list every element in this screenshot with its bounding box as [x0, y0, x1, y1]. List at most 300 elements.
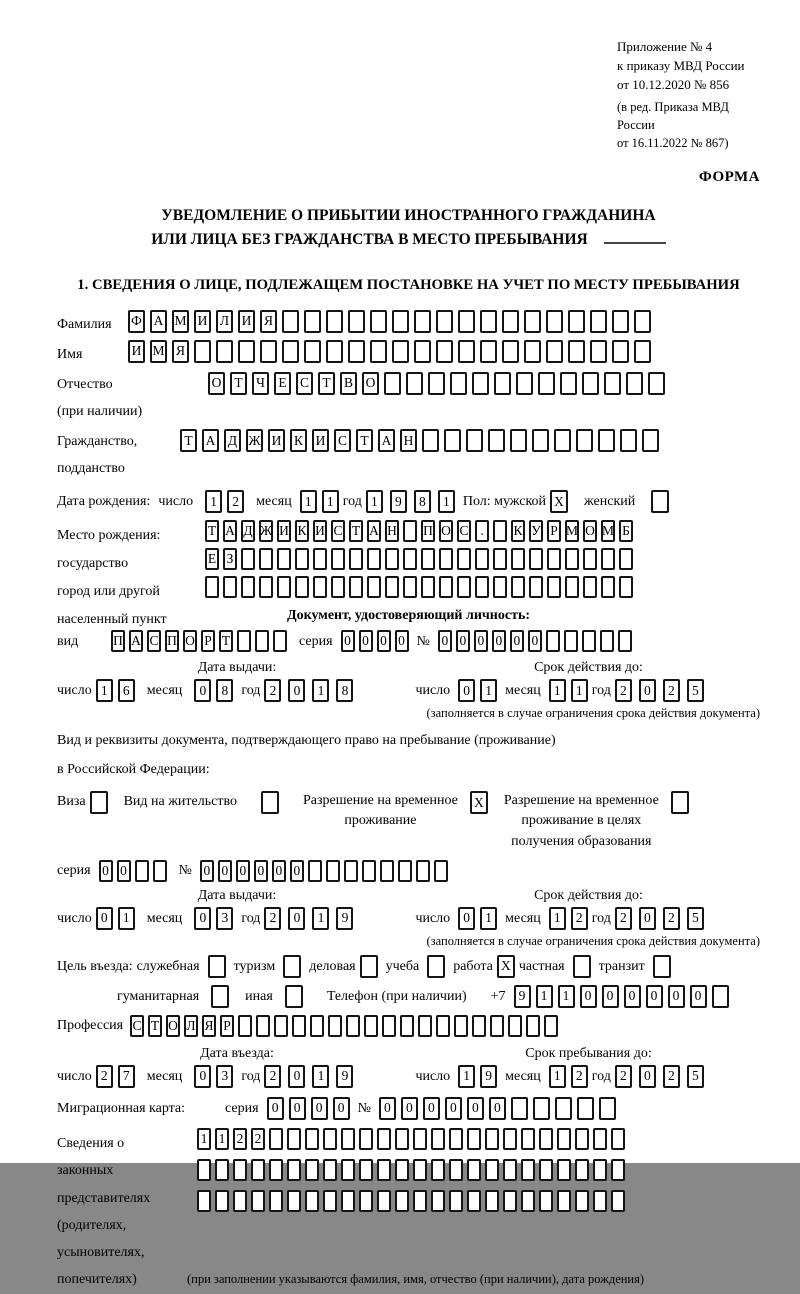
- char-cell[interactable]: [346, 1015, 360, 1037]
- char-cell[interactable]: А: [223, 520, 237, 542]
- char-cell[interactable]: 0: [639, 1065, 656, 1088]
- char-cell[interactable]: [282, 310, 299, 333]
- purpose-delovaya-checkbox[interactable]: [360, 955, 378, 978]
- char-cell[interactable]: 1: [536, 985, 553, 1008]
- char-cell[interactable]: 2: [663, 1065, 680, 1088]
- char-cell[interactable]: [583, 548, 597, 570]
- char-cell[interactable]: [575, 1159, 589, 1181]
- char-cell[interactable]: [555, 1097, 572, 1120]
- char-cell[interactable]: [634, 340, 651, 363]
- char-cell[interactable]: [304, 340, 321, 363]
- char-cell[interactable]: 0: [288, 679, 305, 702]
- char-cell[interactable]: 2: [663, 679, 680, 702]
- char-cell[interactable]: 0: [474, 630, 488, 652]
- char-cell[interactable]: [485, 1190, 499, 1212]
- char-cell[interactable]: [223, 576, 237, 598]
- char-cell[interactable]: [521, 1159, 535, 1181]
- char-cell[interactable]: [238, 340, 255, 363]
- char-cell[interactable]: Б: [619, 520, 633, 542]
- char-cell[interactable]: [544, 1015, 558, 1037]
- char-cell[interactable]: [421, 576, 435, 598]
- char-cell[interactable]: [450, 372, 467, 395]
- char-cell[interactable]: 0: [639, 679, 656, 702]
- char-cell[interactable]: 0: [489, 1097, 506, 1120]
- char-cell[interactable]: 8: [414, 490, 431, 513]
- char-cell[interactable]: 0: [458, 679, 475, 702]
- char-cell[interactable]: Н: [400, 429, 417, 452]
- char-cell[interactable]: [331, 576, 345, 598]
- char-cell[interactable]: [485, 1159, 499, 1181]
- char-cell[interactable]: И: [268, 429, 285, 452]
- char-cell[interactable]: [458, 340, 475, 363]
- char-cell[interactable]: А: [202, 429, 219, 452]
- char-cell[interactable]: [436, 310, 453, 333]
- purpose-sluzhebnaya-checkbox[interactable]: [208, 955, 226, 978]
- char-cell[interactable]: 1: [197, 1128, 211, 1150]
- char-cell[interactable]: 5: [687, 679, 704, 702]
- char-cell[interactable]: [251, 1190, 265, 1212]
- char-cell[interactable]: [413, 1128, 427, 1150]
- char-cell[interactable]: 0: [289, 1097, 306, 1120]
- char-cell[interactable]: [467, 1159, 481, 1181]
- char-cell[interactable]: [619, 576, 633, 598]
- char-cell[interactable]: [493, 520, 507, 542]
- char-cell[interactable]: [599, 1097, 616, 1120]
- char-cell[interactable]: [612, 340, 629, 363]
- char-cell[interactable]: С: [334, 429, 351, 452]
- char-cell[interactable]: 0: [254, 860, 268, 882]
- char-cell[interactable]: И: [313, 520, 327, 542]
- char-cell[interactable]: [539, 1190, 553, 1212]
- char-cell[interactable]: [538, 372, 555, 395]
- char-cell[interactable]: [385, 548, 399, 570]
- purpose-chastnaya-checkbox[interactable]: [573, 955, 591, 978]
- char-cell[interactable]: [277, 576, 291, 598]
- char-cell[interactable]: 0: [290, 860, 304, 882]
- char-cell[interactable]: .: [475, 520, 489, 542]
- char-cell[interactable]: [593, 1128, 607, 1150]
- char-cell[interactable]: [305, 1128, 319, 1150]
- char-cell[interactable]: [634, 310, 651, 333]
- char-cell[interactable]: [348, 340, 365, 363]
- char-cell[interactable]: У: [529, 520, 543, 542]
- char-cell[interactable]: [511, 548, 525, 570]
- char-cell[interactable]: Л: [216, 310, 233, 333]
- char-cell[interactable]: [384, 372, 401, 395]
- char-cell[interactable]: [237, 630, 251, 652]
- char-cell[interactable]: [313, 548, 327, 570]
- char-cell[interactable]: [493, 548, 507, 570]
- char-cell[interactable]: [466, 429, 483, 452]
- char-cell[interactable]: [434, 860, 448, 882]
- char-cell[interactable]: [449, 1159, 463, 1181]
- char-cell[interactable]: [511, 576, 525, 598]
- char-cell[interactable]: 7: [118, 1065, 135, 1088]
- temp-residence-checkbox[interactable]: X: [470, 791, 488, 814]
- char-cell[interactable]: С: [331, 520, 345, 542]
- char-cell[interactable]: [529, 548, 543, 570]
- char-cell[interactable]: Ж: [259, 520, 273, 542]
- char-cell[interactable]: 1: [300, 490, 317, 513]
- char-cell[interactable]: [444, 429, 461, 452]
- char-cell[interactable]: [269, 1159, 283, 1181]
- char-cell[interactable]: С: [296, 372, 313, 395]
- char-cell[interactable]: 8: [216, 679, 233, 702]
- char-cell[interactable]: К: [295, 520, 309, 542]
- char-cell[interactable]: 0: [580, 985, 597, 1008]
- char-cell[interactable]: [557, 1190, 571, 1212]
- char-cell[interactable]: [521, 1190, 535, 1212]
- char-cell[interactable]: [251, 1159, 265, 1181]
- char-cell[interactable]: [382, 1015, 396, 1037]
- char-cell[interactable]: [395, 1159, 409, 1181]
- char-cell[interactable]: С: [130, 1015, 144, 1037]
- char-cell[interactable]: [510, 429, 527, 452]
- char-cell[interactable]: [619, 548, 633, 570]
- char-cell[interactable]: [568, 310, 585, 333]
- char-cell[interactable]: 2: [264, 1065, 281, 1088]
- char-cell[interactable]: [436, 1015, 450, 1037]
- char-cell[interactable]: [526, 1015, 540, 1037]
- char-cell[interactable]: [344, 860, 358, 882]
- char-cell[interactable]: Р: [201, 630, 215, 652]
- char-cell[interactable]: [449, 1190, 463, 1212]
- char-cell[interactable]: [568, 340, 585, 363]
- char-cell[interactable]: 0: [99, 860, 113, 882]
- char-cell[interactable]: Т: [356, 429, 373, 452]
- char-cell[interactable]: [418, 1015, 432, 1037]
- char-cell[interactable]: 0: [341, 630, 355, 652]
- char-cell[interactable]: 0: [401, 1097, 418, 1120]
- char-cell[interactable]: 9: [336, 907, 353, 930]
- char-cell[interactable]: 0: [288, 907, 305, 930]
- char-cell[interactable]: З: [223, 548, 237, 570]
- char-cell[interactable]: [308, 860, 322, 882]
- female-checkbox[interactable]: [651, 490, 669, 513]
- char-cell[interactable]: Р: [220, 1015, 234, 1037]
- char-cell[interactable]: [457, 548, 471, 570]
- char-cell[interactable]: К: [290, 429, 307, 452]
- char-cell[interactable]: [557, 1128, 571, 1150]
- char-cell[interactable]: [503, 1159, 517, 1181]
- char-cell[interactable]: Д: [241, 520, 255, 542]
- char-cell[interactable]: 9: [480, 1065, 497, 1088]
- char-cell[interactable]: [620, 429, 637, 452]
- char-cell[interactable]: 1: [312, 907, 329, 930]
- char-cell[interactable]: 0: [333, 1097, 350, 1120]
- char-cell[interactable]: [529, 576, 543, 598]
- char-cell[interactable]: 0: [267, 1097, 284, 1120]
- char-cell[interactable]: Д: [224, 429, 241, 452]
- char-cell[interactable]: [233, 1190, 247, 1212]
- char-cell[interactable]: 1: [458, 1065, 475, 1088]
- char-cell[interactable]: [626, 372, 643, 395]
- char-cell[interactable]: П: [165, 630, 179, 652]
- char-cell[interactable]: И: [128, 340, 145, 363]
- char-cell[interactable]: [604, 372, 621, 395]
- char-cell[interactable]: [565, 548, 579, 570]
- char-cell[interactable]: [256, 1015, 270, 1037]
- char-cell[interactable]: [582, 372, 599, 395]
- char-cell[interactable]: [431, 1159, 445, 1181]
- char-cell[interactable]: 0: [117, 860, 131, 882]
- visa-checkbox[interactable]: [90, 791, 108, 814]
- char-cell[interactable]: [575, 1128, 589, 1150]
- char-cell[interactable]: [457, 576, 471, 598]
- char-cell[interactable]: 0: [602, 985, 619, 1008]
- char-cell[interactable]: 1: [549, 1065, 566, 1088]
- char-cell[interactable]: Я: [172, 340, 189, 363]
- char-cell[interactable]: [348, 310, 365, 333]
- char-cell[interactable]: [259, 548, 273, 570]
- char-cell[interactable]: 0: [236, 860, 250, 882]
- char-cell[interactable]: [414, 340, 431, 363]
- char-cell[interactable]: 1: [571, 679, 588, 702]
- char-cell[interactable]: 0: [218, 860, 232, 882]
- char-cell[interactable]: 5: [687, 907, 704, 930]
- temp-residence-edu-checkbox[interactable]: [671, 791, 689, 814]
- char-cell[interactable]: 2: [264, 679, 281, 702]
- char-cell[interactable]: [269, 1128, 283, 1150]
- char-cell[interactable]: [472, 372, 489, 395]
- char-cell[interactable]: [582, 630, 596, 652]
- char-cell[interactable]: [577, 1097, 594, 1120]
- char-cell[interactable]: [304, 310, 321, 333]
- char-cell[interactable]: [414, 310, 431, 333]
- char-cell[interactable]: [380, 860, 394, 882]
- char-cell[interactable]: [590, 340, 607, 363]
- purpose-ucheba-checkbox[interactable]: [427, 955, 445, 978]
- char-cell[interactable]: [323, 1190, 337, 1212]
- char-cell[interactable]: 9: [336, 1065, 353, 1088]
- char-cell[interactable]: 0: [288, 1065, 305, 1088]
- char-cell[interactable]: С: [457, 520, 471, 542]
- char-cell[interactable]: [323, 1159, 337, 1181]
- char-cell[interactable]: [362, 860, 376, 882]
- char-cell[interactable]: [274, 1015, 288, 1037]
- char-cell[interactable]: [341, 1128, 355, 1150]
- char-cell[interactable]: [153, 860, 167, 882]
- char-cell[interactable]: 1: [322, 490, 339, 513]
- char-cell[interactable]: [349, 576, 363, 598]
- char-cell[interactable]: [547, 576, 561, 598]
- char-cell[interactable]: [583, 576, 597, 598]
- char-cell[interactable]: А: [150, 310, 167, 333]
- char-cell[interactable]: 0: [456, 630, 470, 652]
- char-cell[interactable]: 9: [514, 985, 531, 1008]
- char-cell[interactable]: [282, 340, 299, 363]
- char-cell[interactable]: [197, 1190, 211, 1212]
- char-cell[interactable]: 3: [216, 1065, 233, 1088]
- char-cell[interactable]: [546, 340, 563, 363]
- char-cell[interactable]: [480, 340, 497, 363]
- char-cell[interactable]: [364, 1015, 378, 1037]
- char-cell[interactable]: 2: [571, 1065, 588, 1088]
- char-cell[interactable]: 1: [549, 907, 566, 930]
- char-cell[interactable]: [367, 548, 381, 570]
- char-cell[interactable]: Я: [260, 310, 277, 333]
- char-cell[interactable]: [546, 310, 563, 333]
- char-cell[interactable]: 1: [366, 490, 383, 513]
- char-cell[interactable]: [611, 1159, 625, 1181]
- char-cell[interactable]: [598, 429, 615, 452]
- char-cell[interactable]: [524, 310, 541, 333]
- char-cell[interactable]: [564, 630, 578, 652]
- char-cell[interactable]: И: [238, 310, 255, 333]
- char-cell[interactable]: И: [194, 310, 211, 333]
- char-cell[interactable]: 0: [359, 630, 373, 652]
- char-cell[interactable]: 0: [194, 679, 211, 702]
- char-cell[interactable]: [313, 576, 327, 598]
- char-cell[interactable]: [398, 860, 412, 882]
- char-cell[interactable]: [359, 1159, 373, 1181]
- char-cell[interactable]: [575, 1190, 589, 1212]
- char-cell[interactable]: [323, 1128, 337, 1150]
- char-cell[interactable]: [377, 1190, 391, 1212]
- char-cell[interactable]: 0: [311, 1097, 328, 1120]
- char-cell[interactable]: 0: [377, 630, 391, 652]
- char-cell[interactable]: [454, 1015, 468, 1037]
- char-cell[interactable]: [395, 1128, 409, 1150]
- char-cell[interactable]: 2: [227, 490, 244, 513]
- char-cell[interactable]: П: [111, 630, 125, 652]
- char-cell[interactable]: [488, 429, 505, 452]
- char-cell[interactable]: 1: [312, 1065, 329, 1088]
- char-cell[interactable]: Т: [219, 630, 233, 652]
- char-cell[interactable]: 0: [492, 630, 506, 652]
- char-cell[interactable]: Е: [274, 372, 291, 395]
- char-cell[interactable]: Ф: [128, 310, 145, 333]
- char-cell[interactable]: Л: [184, 1015, 198, 1037]
- char-cell[interactable]: [439, 548, 453, 570]
- char-cell[interactable]: М: [601, 520, 615, 542]
- char-cell[interactable]: 2: [233, 1128, 247, 1150]
- char-cell[interactable]: [403, 520, 417, 542]
- char-cell[interactable]: И: [312, 429, 329, 452]
- char-cell[interactable]: [400, 1015, 414, 1037]
- char-cell[interactable]: [241, 576, 255, 598]
- char-cell[interactable]: 0: [194, 907, 211, 930]
- char-cell[interactable]: [590, 310, 607, 333]
- char-cell[interactable]: [612, 310, 629, 333]
- char-cell[interactable]: [600, 630, 614, 652]
- char-cell[interactable]: [215, 1159, 229, 1181]
- char-cell[interactable]: [310, 1015, 324, 1037]
- char-cell[interactable]: В: [340, 372, 357, 395]
- char-cell[interactable]: О: [208, 372, 225, 395]
- char-cell[interactable]: [277, 548, 291, 570]
- char-cell[interactable]: 1: [205, 490, 222, 513]
- char-cell[interactable]: 1: [558, 985, 575, 1008]
- char-cell[interactable]: 1: [312, 679, 329, 702]
- char-cell[interactable]: Т: [230, 372, 247, 395]
- char-cell[interactable]: 2: [251, 1128, 265, 1150]
- char-cell[interactable]: Н: [385, 520, 399, 542]
- char-cell[interactable]: Р: [547, 520, 561, 542]
- char-cell[interactable]: [593, 1159, 607, 1181]
- char-cell[interactable]: [403, 548, 417, 570]
- char-cell[interactable]: [472, 1015, 486, 1037]
- char-cell[interactable]: 1: [480, 679, 497, 702]
- char-cell[interactable]: Ж: [246, 429, 263, 452]
- char-cell[interactable]: [601, 576, 615, 598]
- char-cell[interactable]: [439, 576, 453, 598]
- char-cell[interactable]: [392, 310, 409, 333]
- purpose-turizm-checkbox[interactable]: [283, 955, 301, 978]
- char-cell[interactable]: [287, 1128, 301, 1150]
- char-cell[interactable]: 9: [390, 490, 407, 513]
- char-cell[interactable]: [370, 340, 387, 363]
- purpose-gumanitarnaya-checkbox[interactable]: [211, 985, 229, 1008]
- char-cell[interactable]: [416, 860, 430, 882]
- char-cell[interactable]: О: [166, 1015, 180, 1037]
- char-cell[interactable]: [502, 310, 519, 333]
- char-cell[interactable]: [359, 1190, 373, 1212]
- char-cell[interactable]: 2: [663, 907, 680, 930]
- purpose-rabota-checkbox[interactable]: X: [497, 955, 515, 978]
- char-cell[interactable]: И: [277, 520, 291, 542]
- char-cell[interactable]: 2: [615, 907, 632, 930]
- char-cell[interactable]: А: [129, 630, 143, 652]
- char-cell[interactable]: [359, 1128, 373, 1150]
- char-cell[interactable]: [326, 340, 343, 363]
- char-cell[interactable]: [554, 429, 571, 452]
- char-cell[interactable]: О: [439, 520, 453, 542]
- char-cell[interactable]: 3: [216, 907, 233, 930]
- char-cell[interactable]: [539, 1128, 553, 1150]
- char-cell[interactable]: [273, 630, 287, 652]
- char-cell[interactable]: 8: [336, 679, 353, 702]
- char-cell[interactable]: 2: [615, 679, 632, 702]
- char-cell[interactable]: [341, 1190, 355, 1212]
- char-cell[interactable]: 0: [646, 985, 663, 1008]
- char-cell[interactable]: 0: [423, 1097, 440, 1120]
- char-cell[interactable]: 0: [272, 860, 286, 882]
- char-cell[interactable]: [516, 372, 533, 395]
- char-cell[interactable]: [422, 429, 439, 452]
- char-cell[interactable]: [194, 340, 211, 363]
- char-cell[interactable]: 1: [549, 679, 566, 702]
- char-cell[interactable]: [539, 1159, 553, 1181]
- char-cell[interactable]: [431, 1190, 445, 1212]
- char-cell[interactable]: 6: [118, 679, 135, 702]
- char-cell[interactable]: [565, 576, 579, 598]
- char-cell[interactable]: [493, 576, 507, 598]
- char-cell[interactable]: [216, 340, 233, 363]
- char-cell[interactable]: [392, 340, 409, 363]
- char-cell[interactable]: [349, 548, 363, 570]
- char-cell[interactable]: [326, 860, 340, 882]
- char-cell[interactable]: 2: [571, 907, 588, 930]
- purpose-inaya-checkbox[interactable]: [285, 985, 303, 1008]
- char-cell[interactable]: 0: [467, 1097, 484, 1120]
- char-cell[interactable]: [490, 1015, 504, 1037]
- char-cell[interactable]: [511, 1097, 528, 1120]
- char-cell[interactable]: [341, 1159, 355, 1181]
- char-cell[interactable]: [467, 1190, 481, 1212]
- char-cell[interactable]: 1: [438, 490, 455, 513]
- char-cell[interactable]: Т: [349, 520, 363, 542]
- char-cell[interactable]: А: [367, 520, 381, 542]
- char-cell[interactable]: 0: [690, 985, 707, 1008]
- char-cell[interactable]: [503, 1128, 517, 1150]
- char-cell[interactable]: [287, 1190, 301, 1212]
- char-cell[interactable]: [241, 548, 255, 570]
- char-cell[interactable]: [642, 429, 659, 452]
- char-cell[interactable]: [458, 310, 475, 333]
- char-cell[interactable]: [413, 1190, 427, 1212]
- char-cell[interactable]: 0: [458, 907, 475, 930]
